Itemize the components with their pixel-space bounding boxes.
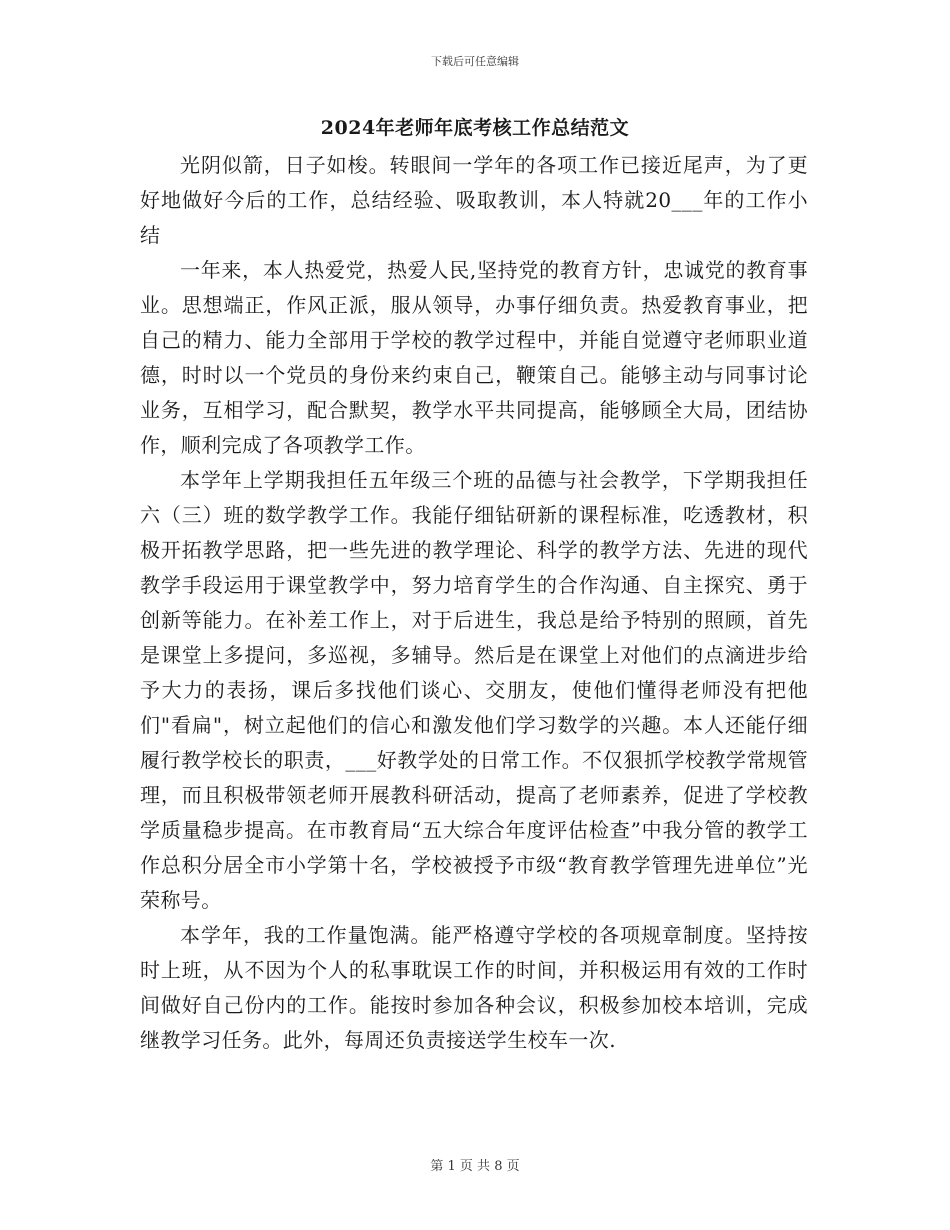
page-number-footer: 第 1 页 共 8 页 — [430, 1159, 520, 1174]
paragraph-intro: 光阴似箭，日子如梭。转眼间一学年的各项工作已接近尾声，为了更好地做好今后的工作，总结经验、吸取教训，本人特就20___年的工作小结 — [140, 153, 808, 247]
paragraph-workload: 本学年，我的工作量饱满。能严格遵守学校的各项规章制度。坚持按时上班，从不因为个人的私事耽误工作的时间，并积极运用有效的工作时间做好自己份内的工作。能按时参加各种会议，积极参加校本培训，完成继教学习任务。此外，每周还负责接送学生校车一次. — [140, 923, 808, 1052]
page-header-note: 下载后可任意编辑 — [431, 55, 519, 68]
document-title: 2024年老师年底考核工作总结范文 — [320, 117, 630, 139]
document-body — [140, 148, 808, 1058]
paragraph-ideology: 一年来，本人热爱党，热爱人民,坚持党的教育方针，忠诚党的教育事业。思想端正，作风正派，服从领导，办事仔细负责。热爱教育事业，把自己的精力、能力全部用于学校的教学过程中，并能自觉遵守老师职业道德，时时以一个党员的身份来约束自己，鞭策自己。能够主动与同事讨论业务，互相学习，配合默契，教学水平共同提高，能够顾全大局，团结协作，顺利完成了各项教学工作。 — [140, 258, 808, 457]
paragraph-teaching: 本学年上学期我担任五年级三个班的品德与社会教学，下学期我担任六（三）班的数学教学工作。我能仔细钻研新的课程标准，吃透教材，积极开拓教学思路，把一些先进的教学理论、科学的教学方法、先进的现代教学手段运用于课堂教学中，努力培育学生的合作沟通、自主探究、勇于创新等能力。在补差工作上，对于后进生，我总是给予特别的照顾，首先是课堂上多提问，多巡视，多辅导。然后是在课堂上对他们的点滴进步给予大力的表扬，课后多找他们谈心、交朋友，使他们懂得老师没有把他们"看扁"，树立起他们的信心和激发他们学习数学的兴趣。本人还能仔细履行教学校长的职责，___好教学处的日常工作。不仅狠抓学校教学常规管理，而且积极带领老师开展教科研活动，提高了老师素养，促进了学校教学质量稳步提高。在市教育局“五大综合年度评估检查”中我分管的教学工作总积分居全市小学第十名，学校被授予市级“教育教学管理先进单位”光荣称号。 — [140, 468, 808, 912]
